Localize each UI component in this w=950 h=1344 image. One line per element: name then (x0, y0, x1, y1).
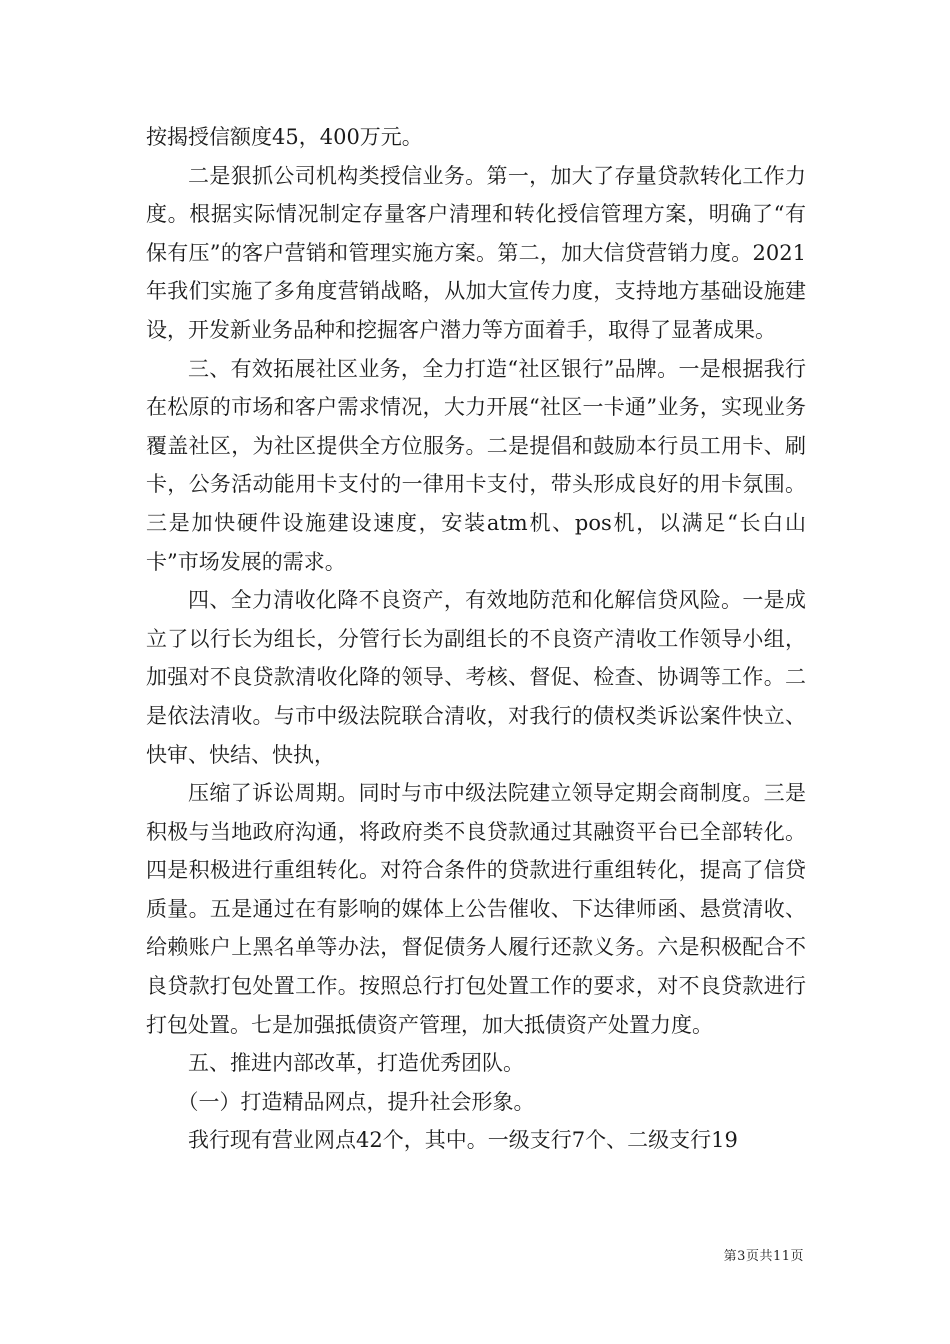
paragraph-1: 按揭授信额度45，400万元。 (146, 125, 423, 149)
paragraph-2: 二是狠抓公司机构类授信业务。第一，加大了存量贷款转化工作力度。根据实际情况制定存量客户清理和转化授信管理方案，明确了“有保有压”的客户营销和管理实施方案。第二，加大信贷营销力度。2021年我们实施了多角度营销战略，从加大宣传力度，支持地方基础设施建设，开发新业务品种和挖掘客户潜力等方面着手，取得了显著成果。 (146, 163, 806, 342)
paragraph-8: 我行现有营业网点42个，其中。一级支行7个、二级支行19 (188, 1128, 738, 1153)
paragraph-3: 三、有效拓展社区业务，全力打造“社区银行”品牌。一是根据我行在松原的市场和客户需求情况，大力开展“社区一卡通”业务，实现业务覆盖社区，为社区提供全方位服务。二是提倡和鼓励本行员工用卡、刷卡，公务活动能用卡支付的一律用卡支付，带头形成良好的用卡氛围。三是加快硬件设施建设速度，安装atm机、pos机，以满足“长白山卡”市场发展的需求。 (146, 356, 806, 574)
page-number: 第3页共11页 (723, 1249, 804, 1264)
paragraph-4: 四、全力清收化降不良资产，有效地防范和化解信贷风险。一是成立了以行长为组长，分管行长为副组长的不良资产清收工作领导小组，加强对不良贷款清收化降的领导、考核、督促、检查、协调等工作。二是依法清收。与市中级法院联合清收，对我行的债权类诉讼案件快立、快审、快结、快执， (146, 588, 806, 767)
document-body (146, 118, 806, 1160)
paragraph-7: （一）打造精品网点，提升社会形象。 (177, 1089, 535, 1114)
paragraph-5: 压缩了诉讼周期。同时与市中级法院建立领导定期会商制度。三是积极与当地政府沟通，将政府类不良贷款通过其融资平台已全部转化。四是积极进行重组转化。对符合条件的贷款进行重组转化，提高了信贷质量。五是通过在有影响的媒体上公告催收、下达律师函、悬赏清收、给赖账户上黑名单等办法，督促债务人履行还款义务。六是积极配合不良贷款打包处置工作。按照总行打包处置工作的要求，对不良贷款进行打包处置。七是加强抵债资产管理，加大抵债资产处置力度。 (146, 781, 806, 1037)
paragraph-6: 五、推进内部改革，打造优秀团队。 (188, 1051, 524, 1076)
